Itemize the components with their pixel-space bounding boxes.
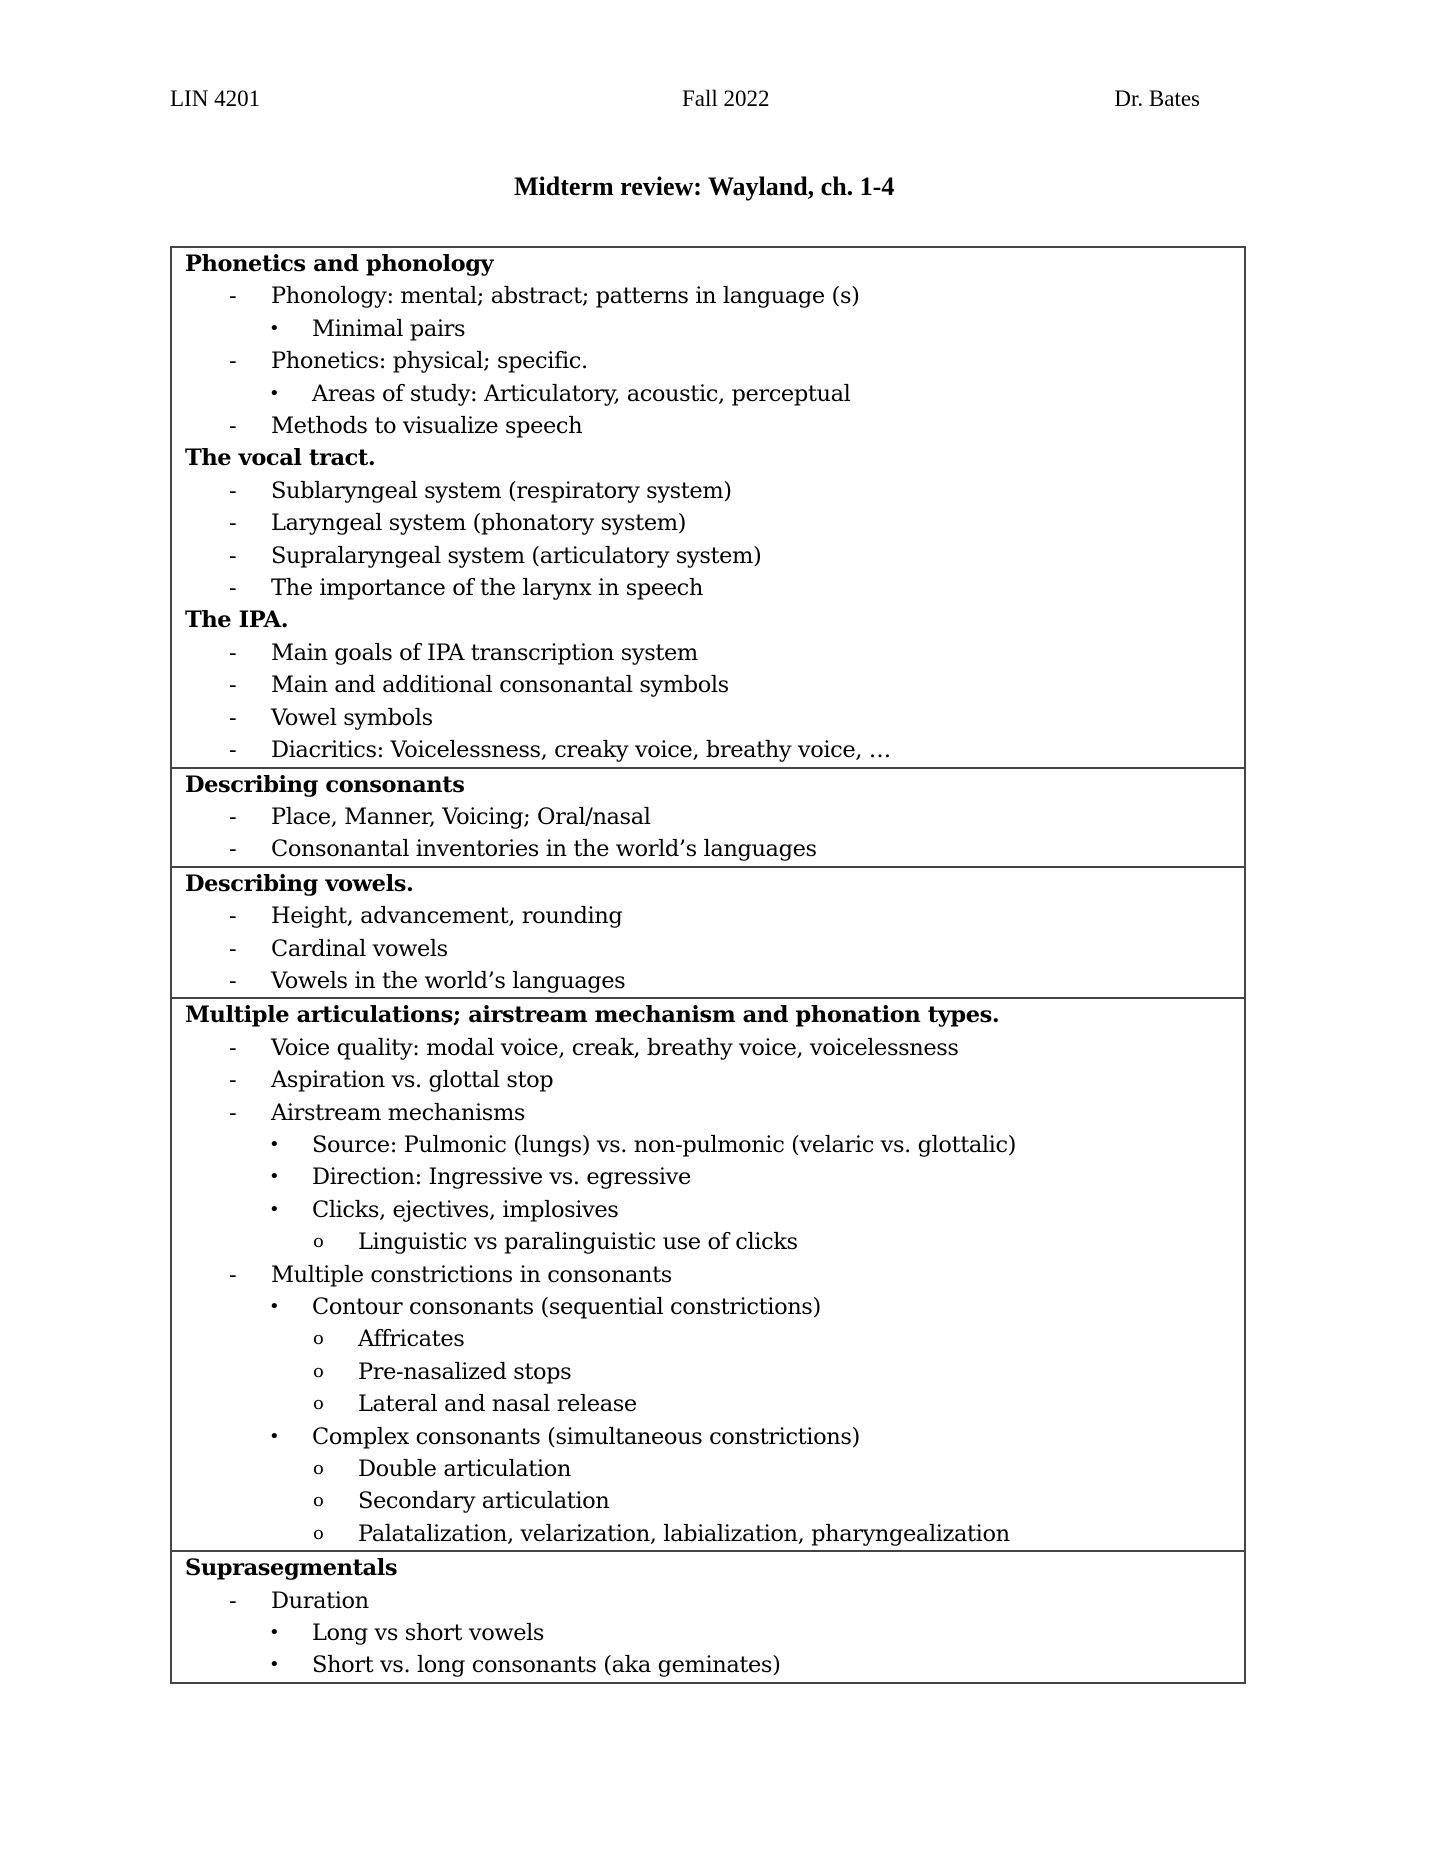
list-item: [185, 1356, 1244, 1388]
list-item: [185, 801, 1244, 833]
list-marker: •: [269, 1622, 280, 1644]
list-item: [185, 378, 1244, 410]
list-item: [185, 1649, 1244, 1681]
list-marker: -: [229, 1099, 237, 1126]
document-title: Midterm review: Wayland, ch. 1-4: [514, 172, 895, 201]
review-section: [172, 767, 1244, 866]
list-marker: o: [313, 1522, 324, 1544]
list-item-text: Double articulation: [358, 1456, 571, 1483]
section-title: Suprasegmentals: [185, 1555, 398, 1582]
list-marker: •: [269, 1198, 280, 1220]
list-item: [185, 1617, 1244, 1649]
instructor-name: Dr. Bates: [1114, 86, 1200, 111]
list-marker: -: [229, 510, 237, 537]
list-marker: •: [269, 1133, 280, 1155]
list-item: [185, 1585, 1244, 1617]
section-title: Describing consonants: [185, 771, 465, 798]
list-item-text: Clicks, ejectives, implosives: [312, 1196, 619, 1223]
review-section: [172, 248, 1244, 767]
list-item-text: Supralaryngeal system (articulatory system): [271, 542, 762, 569]
list-marker: -: [229, 803, 237, 830]
list-marker: -: [229, 935, 237, 962]
list-item-text: Laryngeal system (phonatory system): [271, 510, 687, 537]
list-item: [185, 1388, 1244, 1420]
list-item-text: Palatalization, velarization, labialization, pharyngealization: [358, 1520, 1010, 1547]
list-item-text: Place, Manner, Voicing; Oral/nasal: [271, 803, 651, 830]
list-marker: •: [269, 1654, 280, 1676]
list-item: [185, 572, 1244, 604]
list-item-text: Airstream mechanisms: [271, 1099, 526, 1126]
review-table: [170, 246, 1246, 1684]
review-section: [172, 866, 1244, 998]
list-marker: •: [269, 1296, 280, 1317]
list-item: [185, 345, 1244, 377]
section-title: Describing vowels.: [185, 870, 414, 897]
list-marker: -: [229, 836, 237, 863]
list-item-text: Main and additional consonantal symbols: [271, 672, 729, 699]
list-marker: -: [229, 1261, 237, 1288]
list-marker: o: [313, 1360, 324, 1382]
list-item-text: Secondary articulation: [358, 1488, 610, 1515]
section-title: Multiple articulations; airstream mechanism and phonation types.: [185, 1002, 1000, 1029]
list-item: [185, 410, 1244, 442]
list-item: [185, 1485, 1244, 1517]
list-marker: -: [229, 672, 237, 699]
list-item-text: Duration: [271, 1587, 369, 1614]
list-item: [185, 637, 1244, 669]
list-marker: o: [313, 1458, 324, 1480]
list-item-text: Long vs short vowels: [312, 1620, 545, 1647]
list-item-text: Complex consonants (simultaneous constrictions): [312, 1423, 860, 1450]
list-item: [185, 313, 1244, 345]
list-marker: -: [229, 542, 237, 569]
list-item-text: The importance of the larynx in speech: [271, 575, 703, 602]
list-item-text: Minimal pairs: [312, 315, 466, 342]
list-item-text: Voice quality: modal voice, creak, breathy voice, voicelessness: [271, 1034, 959, 1061]
review-section: [172, 997, 1244, 1550]
list-item: [185, 1129, 1244, 1161]
semester: Fall 2022: [682, 86, 770, 111]
list-item: [185, 965, 1244, 997]
list-marker: -: [229, 477, 237, 504]
list-marker: -: [229, 283, 237, 310]
list-item: [185, 540, 1244, 572]
list-item-text: Linguistic vs paralinguistic use of clicks: [358, 1229, 798, 1256]
list-marker: -: [229, 348, 237, 375]
list-item-text: Direction: Ingressive vs. egressive: [312, 1164, 691, 1191]
list-item-text: Affricates: [358, 1326, 465, 1353]
list-marker: -: [229, 737, 237, 764]
page-header: [170, 86, 1200, 116]
list-item: [185, 1259, 1244, 1291]
list-marker: •: [269, 317, 280, 339]
list-item-text: Phonology: mental; abstract; patterns in language (s): [271, 283, 860, 310]
list-item: [185, 280, 1244, 312]
list-item-text: Cardinal vowels: [271, 935, 448, 962]
list-marker: -: [229, 903, 237, 930]
list-item-text: Height, advancement, rounding: [271, 903, 623, 930]
list-item: [185, 900, 1244, 932]
list-item-text: Aspiration vs. glottal stop: [271, 1067, 554, 1094]
list-item-text: Sublaryngeal system (respiratory system): [271, 477, 732, 504]
list-item: [185, 1064, 1244, 1096]
list-item: [185, 1453, 1244, 1485]
list-item-text: Areas of study: Articulatory, acoustic, perceptual: [312, 380, 851, 407]
list-item-text: Contour consonants (sequential constrictions): [312, 1294, 821, 1320]
list-item: [185, 1518, 1244, 1550]
list-marker: o: [313, 1231, 324, 1253]
list-marker: •: [269, 382, 280, 404]
list-item-text: Multiple constrictions in consonants: [271, 1261, 672, 1288]
review-section: [172, 1550, 1244, 1682]
section-title: The IPA.: [185, 607, 289, 634]
list-item-text: Pre-nasalized stops: [358, 1358, 572, 1385]
list-marker: -: [229, 967, 237, 994]
list-marker: o: [313, 1393, 324, 1415]
list-item: [185, 1421, 1244, 1453]
list-item: [185, 1194, 1244, 1226]
list-item: [185, 933, 1244, 965]
section-title: The vocal tract.: [185, 445, 376, 472]
list-marker: o: [313, 1490, 324, 1512]
list-item-text: Methods to visualize speech: [271, 413, 583, 440]
list-marker: -: [229, 575, 237, 602]
list-item-text: Vowels in the world’s languages: [271, 967, 626, 994]
list-item-text: Short vs. long consonants (aka geminates): [312, 1652, 781, 1679]
list-item-text: Consonantal inventories in the world’s languages: [271, 836, 817, 863]
list-item-text: Main goals of IPA transcription system: [271, 639, 698, 666]
list-item: [185, 1032, 1244, 1064]
list-item: [185, 1323, 1244, 1355]
course-code: LIN 4201: [170, 86, 261, 111]
list-item: [185, 475, 1244, 507]
list-item: [185, 1291, 1244, 1323]
list-item-text: Lateral and nasal release: [358, 1391, 637, 1418]
list-marker: o: [313, 1328, 324, 1350]
list-item-text: Phonetics: physical; specific.: [271, 348, 588, 375]
list-item: [185, 1161, 1244, 1193]
list-item-text: Diacritics: Voicelessness, creaky voice, breathy voice, …: [271, 737, 891, 764]
list-item-text: Vowel symbols: [271, 704, 433, 731]
list-marker: -: [229, 413, 237, 440]
list-marker: -: [229, 639, 237, 666]
list-marker: -: [229, 1034, 237, 1061]
list-item: [185, 734, 1244, 766]
list-marker: •: [269, 1425, 280, 1447]
section-title: Phonetics and phonology: [185, 251, 494, 277]
list-item: [185, 1097, 1244, 1129]
list-item-text: Source: Pulmonic (lungs) vs. non-pulmonic (velaric vs. glottalic): [312, 1131, 1017, 1158]
list-item: [185, 702, 1244, 734]
list-marker: -: [229, 704, 237, 731]
list-marker: -: [229, 1587, 237, 1614]
list-marker: •: [269, 1166, 280, 1188]
list-item: [185, 833, 1244, 865]
list-marker: -: [229, 1067, 237, 1094]
list-item: [185, 669, 1244, 701]
list-item: [185, 507, 1244, 539]
list-item: [185, 1226, 1244, 1258]
